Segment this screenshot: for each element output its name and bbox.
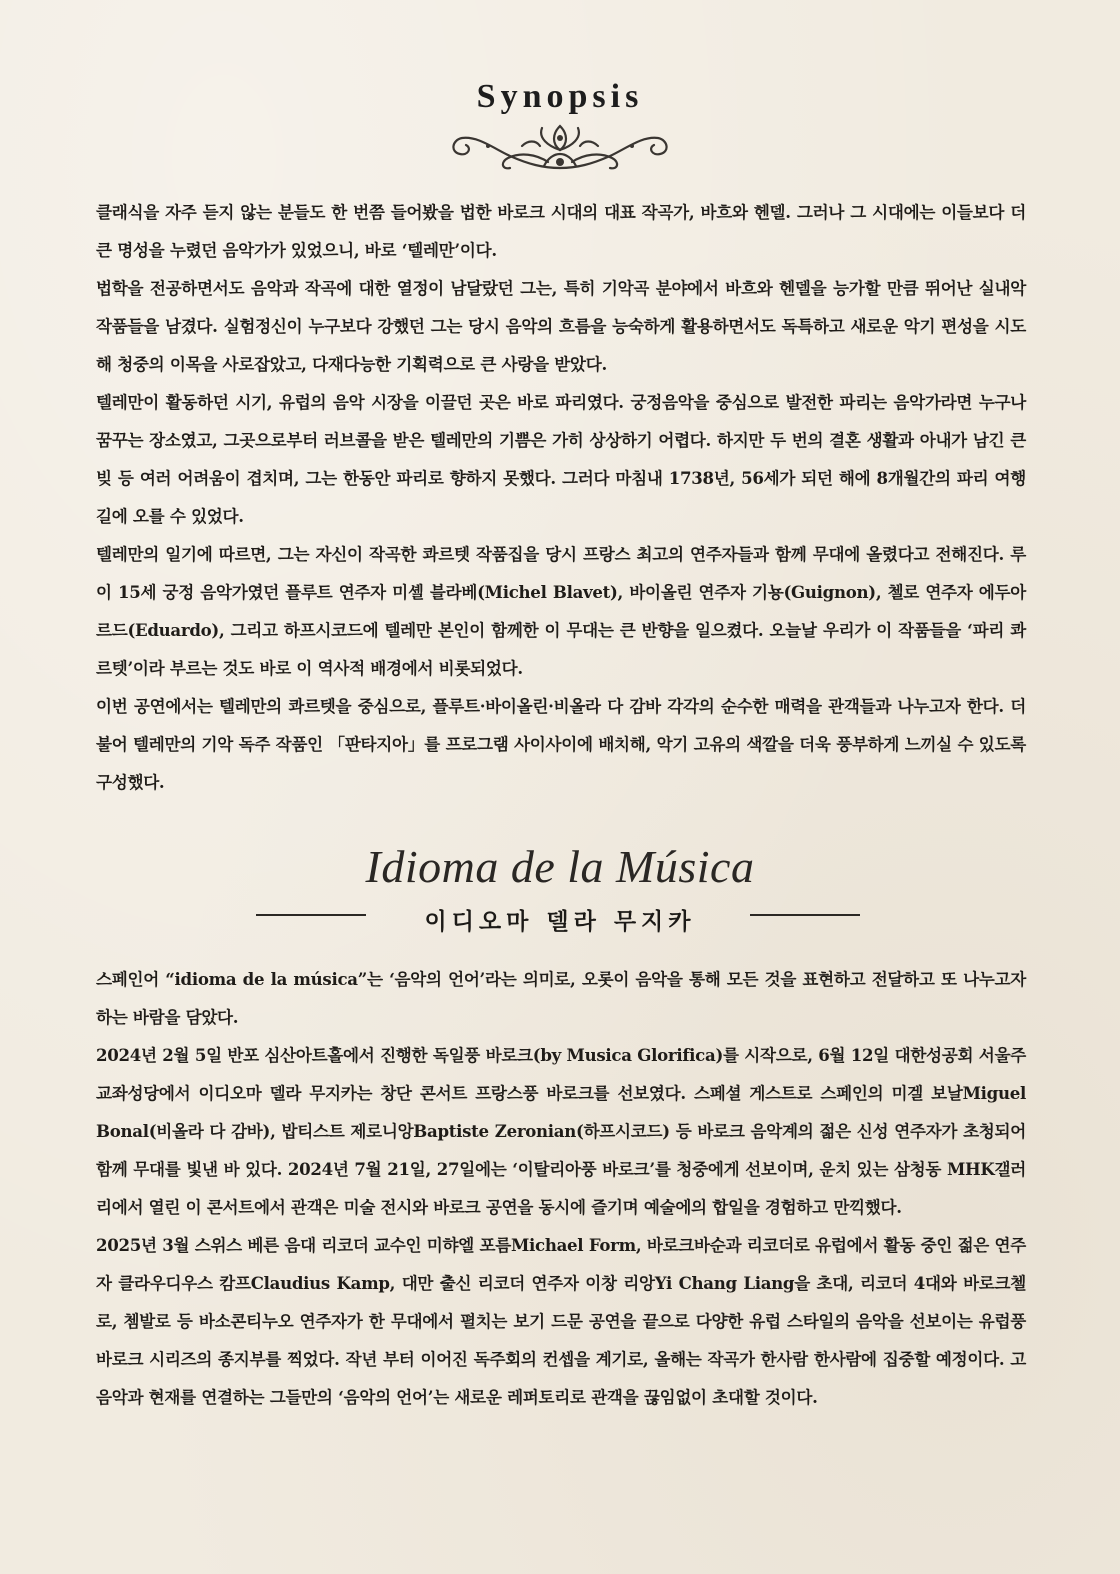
synopsis-paragraph: 클래식을 자주 듣지 않는 분들도 한 번쯤 들어봤을 법한 바로크 시대의 대표 작곡가, 바흐와 헨델. 그러나 그 시대에는 이들보다 더 큰 명성을 누렸던 음악가가 있었으니, 바로 ‘텔레만’이다.	[96, 202, 1026, 260]
ensemble-body	[96, 960, 1026, 1416]
synopsis-body	[96, 193, 1026, 801]
synopsis-title: Synopsis	[476, 78, 644, 115]
scroll-flourish-icon	[448, 118, 672, 180]
synopsis-paragraph: 텔레만의 일기에 따르면, 그는 자신이 작곡한 콰르텟 작품집을 당시 프랑스 최고의 연주자들과 함께 무대에 올렸다고 전해진다. 루이 15세 궁정 음악가였던 플루트 연주자 미셸 블라베(Michel Blavet), 바이올린 연주자 기뇽(Guignon), 첼로 연주자 에두아르드(Eduardo), 그리고 하프시코드에 텔레만 본인이 함께한 이 무대는 큰 반향을 일으켰다. 오늘날 우리가 이 작품들을 ‘파리 콰르텟’이라 부르는 것도 바로 이 역사적 배경에서 비롯되었다.	[96, 544, 1026, 678]
ensemble-paragraph: 2024년 2월 5일 반포 심산아트홀에서 진행한 독일풍 바로크(by Musica Glorifica)를 시작으로, 6월 12일 대한성공회 서울주교좌성당에서 이디오마 델라 무지카는 창단 콘서트 프랑스풍 바로크를 선보였다. 스페셜 게스트로 스페인의 미겔 보날Miguel Bonal(비올라 다 감바), 밥티스트 제로니앙Baptiste Zeronian(하프시코드) 등 바로크 음악계의 젊은 신성 연주자가 초청되어 함께 무대를 빛낸 바 있다. 2024년 7월 21일, 27일에는 ‘이탈리아풍 바로크’를 청중에게 선보이며, 운치 있는 삼청동 MHK갤러리에서 열린 이 콘서트에서 관객은 미술 전시와 바로크 공연을 동시에 즐기며 예술에의 합일을 경험하고 만끽했다.	[96, 1045, 1026, 1217]
ensemble-paragraph: 2025년 3월 스위스 베른 음대 리코더 교수인 미햐엘 포름Michael Form, 바로크바순과 리코더로 유럽에서 활동 중인 젊은 연주자 클라우디우스 캄프Claudius Kamp, 대만 출신 리코더 연주자 이창 리앙Yi Chang Liang을 초대, 리코더 4대와 바로크첼로, 쳄발로 등 바소콘티누오 연주자가 한 무대에서 펼치는 보기 드문 공연을 끝으로 다양한 유럽 스타일의 음악을 선보이는 유럽풍 바로크 시리즈의 종지부를 찍었다. 작년 부터 이어진 독주회의 컨셉을 계기로, 올해는 작곡가 한사람 한사람에 집중할 예정이다. 고음악과 현재를 연결하는 그들만의 ‘음악의 언어’는 새로운 레퍼토리로 관객을 끊임없이 초대할 것이다.	[96, 1235, 1026, 1407]
synopsis-paragraph: 텔레만이 활동하던 시기, 유럽의 음악 시장을 이끌던 곳은 바로 파리였다. 궁정음악을 중심으로 발전한 파리는 음악가라면 누구나 꿈꾸는 장소였고, 그곳으로부터 러브콜을 받은 텔레만의 기쁨은 가히 상상하기 어렵다. 하지만 두 번의 결혼 생활과 아내가 남긴 큰 빚 등 여러 어려움이 겹치며, 그는 한동안 파리로 향하지 못했다. 그러다 마침내 1738년, 56세가 되던 해에 8개월간의 파리 여행길에 오를 수 있었다.	[96, 392, 1026, 526]
synopsis-paragraph: 이번 공연에서는 텔레만의 콰르텟을 중심으로, 플루트·바이올린·비올라 다 감바 각각의 순수한 매력을 관객들과 나누고자 한다. 더불어 텔레만의 기악 독주 작품인 「판타지아」를 프로그램 사이사이에 배치해, 악기 고유의 색깔을 더욱 풍부하게 느끼실 수 있도록 구성했다.	[96, 696, 1026, 792]
synopsis-paragraph: 법학을 전공하면서도 음악과 작곡에 대한 열정이 남달랐던 그는, 특히 기악곡 분야에서 바흐와 헨델을 능가할 만큼 뛰어난 실내악 작품들을 남겼다. 실험정신이 누구보다 강했던 그는 당시 음악의 흐름을 능숙하게 활용하면서도 독특하고 새로운 악기 편성을 시도해 청중의 이목을 사로잡았고, 다재다능한 기획력으로 큰 사랑을 받았다.	[96, 278, 1026, 374]
ensemble-korean-title: 이디오마 델라 무지카	[424, 909, 696, 935]
ensemble-paragraph: 스페인어 “idioma de la música”는 ‘음악의 언어’라는 의미로, 오롯이 음악을 통해 모든 것을 표현하고 전달하고 또 나누고자 하는 바람을 담았다.	[96, 969, 1026, 1027]
ensemble-script-title: Idioma de la Música	[365, 841, 755, 892]
